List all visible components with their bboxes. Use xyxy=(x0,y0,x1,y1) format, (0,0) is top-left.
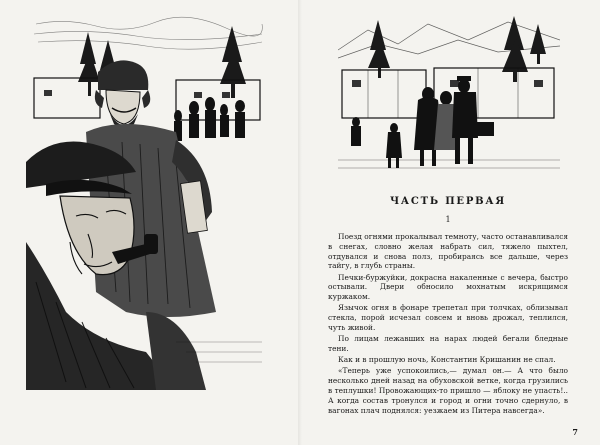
paragraph: Поезд огнями прокалывал темноту, часто останавливался в снегах, словно желая набрать сил, тяжело пыхтел, отдувался и снова полз, пробираясь все дальше, через тайгу, в глубь страны. xyxy=(328,232,568,271)
paragraph: Язычок огня в фонаре трепетал при толчках, облизывал стекла, порой исчезал совсем и вновь дрожал, теплился, чуть живой. xyxy=(328,303,568,332)
paragraph: «Теперь уже успокоились,— думал он.— А что было несколько дней назад на обуховской ветке, когда грузились в теплушки! Провожающих-то пришло — яблоку не упасть!.. А когда состав тронулся и город и огни точно сдернуло, в вагонах плач поднялся: уезжаем из Питера навсегда». xyxy=(328,366,568,415)
paragraph: По лицам лежавших на нарах людей бегали бледные тени. xyxy=(328,334,568,353)
train-platform-departure-drawing xyxy=(338,10,560,178)
body-text xyxy=(328,232,568,417)
men-in-winter-hats-drawing xyxy=(26,12,264,390)
paragraph: Как и в прошлую ночь, Константин Кришанин не спал. xyxy=(338,355,556,365)
left-illustration xyxy=(26,12,264,390)
right-illustration xyxy=(338,10,560,178)
page-number: 7 xyxy=(572,427,578,437)
part-title: ЧАСТЬ ПЕРВАЯ xyxy=(389,196,506,207)
chapter-number: 1 xyxy=(445,215,451,224)
right-page xyxy=(300,0,600,445)
paragraph: Печки-буржуйки, докрасна накаленные с вечера, быстро остывали. Двери обносило мохнатым искрящимся куржаком. xyxy=(328,272,568,302)
